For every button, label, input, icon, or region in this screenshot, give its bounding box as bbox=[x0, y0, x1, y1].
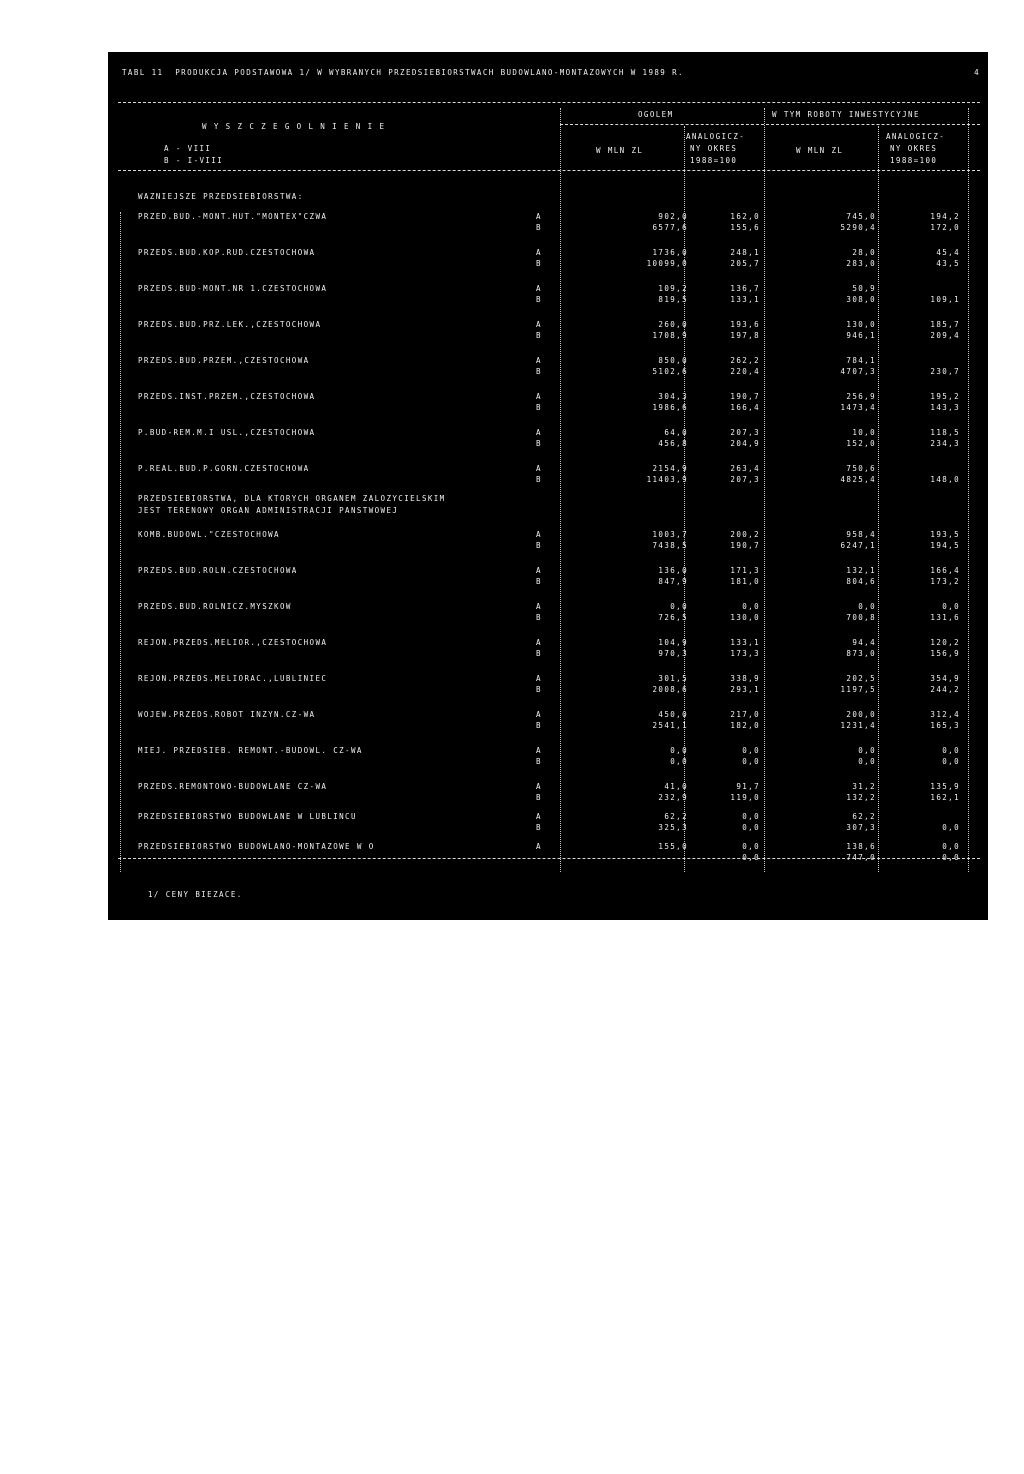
value-a-total-mln: 2154,9 bbox=[652, 464, 688, 473]
value-b-invest-index: 244,2 bbox=[930, 685, 960, 694]
value-a-invest-index: 120,2 bbox=[930, 638, 960, 647]
enterprise-name: PRZED.BUD.-MONT.HUT."MONTEX"CZWA bbox=[138, 212, 328, 221]
value-b-total-mln: 11403,9 bbox=[646, 475, 688, 484]
table-title: TABL 11 PRODUKCJA PODSTAWOWA 1/ W WYBRANYCH PRZEDSIEBIORSTWACH BUDOWLANO-MONTAZOWYCH W 1989 R. bbox=[122, 68, 684, 77]
row-label-b: B bbox=[536, 649, 542, 658]
row-label-a: A bbox=[536, 212, 542, 221]
row-label-a: A bbox=[536, 638, 542, 647]
value-b-invest-mln: 1231,4 bbox=[840, 721, 876, 730]
value-b-total-mln: 1986,6 bbox=[652, 403, 688, 412]
value-a-invest-mln: 28,0 bbox=[852, 248, 876, 257]
value-a-invest-index bbox=[880, 812, 960, 821]
value-b-total-index: 293,1 bbox=[730, 685, 760, 694]
value-a-total-index: 190,7 bbox=[730, 392, 760, 401]
value-b-total-mln: 819,5 bbox=[658, 295, 688, 304]
value-b-total-index: 133,1 bbox=[730, 295, 760, 304]
value-b-invest-index: 172,0 bbox=[930, 223, 960, 232]
value-a-invest-mln: 130,0 bbox=[846, 320, 876, 329]
table-row bbox=[108, 710, 988, 738]
value-a-total-index: 133,1 bbox=[730, 638, 760, 647]
value-a-total-index: 162,0 bbox=[730, 212, 760, 221]
enterprise-name: PRZEDS.BUD.ROLNICZ.MYSZKOW bbox=[138, 602, 292, 611]
enterprise-name: PRZEDSIEBIORSTWO BUDOWLANE W LUBLINCU bbox=[138, 812, 357, 821]
value-b-invest-mln: 6247,1 bbox=[840, 541, 876, 550]
value-a-total-mln: 0,0 bbox=[670, 602, 688, 611]
value-a-invest-index: 0,0 bbox=[942, 842, 960, 851]
value-b-total-mln: 232,9 bbox=[658, 793, 688, 802]
value-a-total-index: 248,1 bbox=[730, 248, 760, 257]
value-b-total-mln: 7438,5 bbox=[652, 541, 688, 550]
row-label-b: B bbox=[536, 475, 542, 484]
value-a-total-mln: 64,0 bbox=[664, 428, 688, 437]
table-row bbox=[108, 746, 988, 774]
value-a-total-index: 0,0 bbox=[742, 602, 760, 611]
enterprise-name: P.BUD-REM.M.I USL.,CZESTOCHOWA bbox=[138, 428, 316, 437]
value-b-total-mln: 10099,0 bbox=[646, 259, 688, 268]
value-b-total-mln: 970,3 bbox=[658, 649, 688, 658]
enterprise-name: PRZEDS.BUD.ROLN.CZESTOCHOWA bbox=[138, 566, 298, 575]
value-a-total-mln: 301,5 bbox=[658, 674, 688, 683]
header-bottom-rule bbox=[118, 170, 980, 171]
value-b-total-index: 0,0 bbox=[742, 853, 760, 862]
row-label-b: B bbox=[536, 823, 542, 832]
enterprise-name: WOJEW.PRZEDS.ROBOT INZYN.CZ-WA bbox=[138, 710, 316, 719]
table-row bbox=[108, 356, 988, 384]
value-b-total-index: 119,0 bbox=[730, 793, 760, 802]
value-b-total-index: 130,0 bbox=[730, 613, 760, 622]
value-b-total-mln: 5102,6 bbox=[652, 367, 688, 376]
row-label-b: B bbox=[536, 403, 542, 412]
table-row bbox=[108, 674, 988, 702]
value-b-invest-index: 43,5 bbox=[936, 259, 960, 268]
row-label-a: A bbox=[536, 320, 542, 329]
value-b-invest-index: 109,1 bbox=[930, 295, 960, 304]
value-b-invest-mln: 308,0 bbox=[846, 295, 876, 304]
value-b-invest-index: 0,0 bbox=[942, 757, 960, 766]
row-label-a: A bbox=[536, 782, 542, 791]
row-label-b: B bbox=[536, 577, 542, 586]
value-a-total-mln: 41,0 bbox=[664, 782, 688, 791]
table-row bbox=[108, 566, 988, 594]
enterprise-name: PRZEDS.REMONTOWO-BUDOWLANE CZ-WA bbox=[138, 782, 328, 791]
value-a-invest-mln: 31,2 bbox=[852, 782, 876, 791]
value-b-total-mln: 456,8 bbox=[658, 439, 688, 448]
value-a-invest-index: 195,2 bbox=[930, 392, 960, 401]
value-b-invest-mln: 4825,4 bbox=[840, 475, 876, 484]
col-header-total-analog-1: ANALOGICZ- bbox=[686, 132, 746, 141]
value-a-total-index: 0,0 bbox=[742, 746, 760, 755]
section-heading-founder-line-2: JEST TERENOWY ORGAN ADMINISTRACJI PANSTWOWEJ bbox=[138, 506, 399, 515]
table-row bbox=[108, 812, 988, 840]
value-a-invest-index: 166,4 bbox=[930, 566, 960, 575]
value-a-total-index: 136,7 bbox=[730, 284, 760, 293]
value-a-invest-mln: 202,5 bbox=[846, 674, 876, 683]
value-a-invest-index: 312,4 bbox=[930, 710, 960, 719]
value-a-total-mln: 155,0 bbox=[658, 842, 688, 851]
value-a-total-mln: 104,9 bbox=[658, 638, 688, 647]
value-b-total-index: 190,7 bbox=[730, 541, 760, 550]
value-b-invest-mln: 132,2 bbox=[846, 793, 876, 802]
col-header-invest-mln: W MLN ZL bbox=[796, 146, 844, 155]
table-row bbox=[108, 530, 988, 558]
value-a-total-index: 200,2 bbox=[730, 530, 760, 539]
value-a-total-index: 262,2 bbox=[730, 356, 760, 365]
row-label-a: A bbox=[536, 356, 542, 365]
value-b-total-index: 205,7 bbox=[730, 259, 760, 268]
table-row bbox=[108, 842, 988, 870]
value-a-total-mln: 62,2 bbox=[664, 812, 688, 821]
row-label-a: A bbox=[536, 746, 542, 755]
table-row bbox=[108, 602, 988, 630]
value-a-invest-mln: 138,6 bbox=[846, 842, 876, 851]
row-label-a: A bbox=[536, 674, 542, 683]
value-a-invest-index: 193,5 bbox=[930, 530, 960, 539]
value-a-invest-index bbox=[880, 356, 960, 365]
value-a-invest-mln: 0,0 bbox=[858, 746, 876, 755]
statistical-table-sheet bbox=[108, 52, 988, 920]
value-b-total-mln: 2541,1 bbox=[652, 721, 688, 730]
value-b-total-index: 204,9 bbox=[730, 439, 760, 448]
footnote: 1/ CENY BIEZACE. bbox=[148, 890, 243, 899]
header-top-rule bbox=[118, 102, 980, 103]
value-a-invest-mln: 200,0 bbox=[846, 710, 876, 719]
value-a-invest-mln: 784,1 bbox=[846, 356, 876, 365]
value-a-invest-index: 118,5 bbox=[930, 428, 960, 437]
row-label-b: B bbox=[536, 367, 542, 376]
value-a-total-mln: 850,0 bbox=[658, 356, 688, 365]
enterprise-name: MIEJ. PRZEDSIEB. REMONT.-BUDOWL. CZ-WA bbox=[138, 746, 363, 755]
value-b-invest-index: 143,3 bbox=[930, 403, 960, 412]
value-b-total-index: 173,3 bbox=[730, 649, 760, 658]
value-b-invest-index: 162,1 bbox=[930, 793, 960, 802]
enterprise-name: PRZEDSIEBIORSTWO BUDOWLANO-MONTAZOWE W O bbox=[138, 842, 375, 851]
page-number: 4 bbox=[974, 68, 980, 77]
col-header-invest-analog-2: NY OKRES bbox=[890, 144, 938, 153]
table-row bbox=[108, 638, 988, 666]
value-a-total-index: 0,0 bbox=[742, 812, 760, 821]
value-b-invest-mln: 873,0 bbox=[846, 649, 876, 658]
value-a-invest-index bbox=[880, 464, 960, 473]
value-a-invest-mln: 750,6 bbox=[846, 464, 876, 473]
value-a-total-mln: 304,3 bbox=[658, 392, 688, 401]
value-a-invest-index: 45,4 bbox=[936, 248, 960, 257]
value-a-invest-index: 0,0 bbox=[942, 602, 960, 611]
value-b-invest-index: 173,2 bbox=[930, 577, 960, 586]
enterprise-name: PRZEDS.BUD.PRZEM.,CZESTOCHOWA bbox=[138, 356, 310, 365]
value-a-total-mln: 136,0 bbox=[658, 566, 688, 575]
value-b-invest-mln: 283,0 bbox=[846, 259, 876, 268]
row-label-a: A bbox=[536, 812, 542, 821]
row-label-a: A bbox=[536, 428, 542, 437]
value-b-total-mln: 6577,6 bbox=[652, 223, 688, 232]
enterprise-name: PRZEDS.BUD.KOP.RUD.CZESTOCHOWA bbox=[138, 248, 316, 257]
row-label-a: A bbox=[536, 284, 542, 293]
enterprise-name: REJON.PRZEDS.MELIORAC.,LUBLINIEC bbox=[138, 674, 328, 683]
value-b-invest-index: 0,0 bbox=[942, 823, 960, 832]
value-a-total-mln: 450,0 bbox=[658, 710, 688, 719]
section-heading-founder-line-1: PRZEDSIEBIORSTWA, DLA KTORYCH ORGANEM ZALOZYCIELSKIM bbox=[138, 494, 446, 503]
value-a-invest-mln: 745,0 bbox=[846, 212, 876, 221]
value-b-invest-index: 148,0 bbox=[930, 475, 960, 484]
table-row bbox=[108, 464, 988, 492]
row-label-a: A bbox=[536, 392, 542, 401]
value-a-invest-mln: 94,4 bbox=[852, 638, 876, 647]
value-b-invest-index: 234,3 bbox=[930, 439, 960, 448]
row-label-b: B bbox=[536, 259, 542, 268]
value-b-invest-index: 131,6 bbox=[930, 613, 960, 622]
value-a-total-mln: 1736,0 bbox=[652, 248, 688, 257]
row-label-a: A bbox=[536, 248, 542, 257]
value-b-total-index: 166,4 bbox=[730, 403, 760, 412]
group-header-investment: W TYM ROBOTY INWESTYCYJNE bbox=[772, 110, 920, 119]
value-b-invest-index: 194,5 bbox=[930, 541, 960, 550]
value-a-total-index: 0,0 bbox=[742, 842, 760, 851]
table-row bbox=[108, 320, 988, 348]
row-label-b: B bbox=[536, 541, 542, 550]
value-a-total-mln: 109,2 bbox=[658, 284, 688, 293]
value-b-total-index: 155,6 bbox=[730, 223, 760, 232]
value-a-invest-index: 0,0 bbox=[942, 746, 960, 755]
row-label-b: B bbox=[536, 295, 542, 304]
enterprise-name: REJON.PRZEDS.MELIOR.,CZESTOCHOWA bbox=[138, 638, 328, 647]
value-b-invest-mln: 5290,4 bbox=[840, 223, 876, 232]
value-a-total-mln: 260,0 bbox=[658, 320, 688, 329]
value-b-invest-mln: 4707,3 bbox=[840, 367, 876, 376]
value-a-invest-mln: 132,1 bbox=[846, 566, 876, 575]
value-a-invest-index: 194,2 bbox=[930, 212, 960, 221]
table-row bbox=[108, 212, 988, 240]
enterprise-name: PRZEDS.BUD.PRZ.LEK.,CZESTOCHOWA bbox=[138, 320, 322, 329]
table-row bbox=[108, 392, 988, 420]
value-b-invest-mln: 700,8 bbox=[846, 613, 876, 622]
col-header-total-analog-3: 1988=100 bbox=[690, 156, 738, 165]
table-row bbox=[108, 782, 988, 810]
section-heading-main: WAZNIEJSZE PRZEDSIEBIORSTWA: bbox=[138, 192, 304, 201]
col-header-invest-analog-1: ANALOGICZ- bbox=[886, 132, 946, 141]
group-header-rule bbox=[560, 124, 980, 125]
enterprise-name: P.REAL.BUD.P.GORN.CZESTOCHOWA bbox=[138, 464, 310, 473]
value-a-invest-index bbox=[880, 284, 960, 293]
value-b-total-mln: 726,5 bbox=[658, 613, 688, 622]
value-a-invest-mln: 10,0 bbox=[852, 428, 876, 437]
row-label-b: B bbox=[536, 439, 542, 448]
value-b-total-mln: 0,0 bbox=[670, 757, 688, 766]
value-b-invest-mln: 946,1 bbox=[846, 331, 876, 340]
value-a-total-index: 338,9 bbox=[730, 674, 760, 683]
col-header-invest-analog-3: 1988=100 bbox=[890, 156, 938, 165]
value-b-total-index: 220,4 bbox=[730, 367, 760, 376]
value-b-total-index: 181,0 bbox=[730, 577, 760, 586]
value-a-invest-mln: 62,2 bbox=[852, 812, 876, 821]
col-header-total-analog-2: NY OKRES bbox=[690, 144, 738, 153]
value-a-total-mln: 1003,7 bbox=[652, 530, 688, 539]
value-b-invest-mln: 0,0 bbox=[858, 757, 876, 766]
table-row bbox=[108, 284, 988, 312]
row-label-a: A bbox=[536, 602, 542, 611]
table-row bbox=[108, 248, 988, 276]
row-label-b: B bbox=[536, 685, 542, 694]
value-a-invest-mln: 958,4 bbox=[846, 530, 876, 539]
value-b-total-index: 197,8 bbox=[730, 331, 760, 340]
value-a-total-index: 91,7 bbox=[736, 782, 760, 791]
value-b-total-mln: 847,9 bbox=[658, 577, 688, 586]
value-a-invest-index: 354,9 bbox=[930, 674, 960, 683]
value-b-total-index: 0,0 bbox=[742, 823, 760, 832]
value-b-invest-mln: 307,3 bbox=[846, 823, 876, 832]
row-label-a: A bbox=[536, 530, 542, 539]
table-row bbox=[108, 428, 988, 456]
value-a-total-index: 193,6 bbox=[730, 320, 760, 329]
value-b-total-mln: 1708,9 bbox=[652, 331, 688, 340]
value-a-total-index: 263,4 bbox=[730, 464, 760, 473]
value-a-total-index: 217,0 bbox=[730, 710, 760, 719]
row-label-a: A bbox=[536, 566, 542, 575]
group-header-total: OGOLEM bbox=[638, 110, 674, 119]
value-b-total-index: 0,0 bbox=[742, 757, 760, 766]
value-b-invest-mln: 804,6 bbox=[846, 577, 876, 586]
value-a-total-mln: 0,0 bbox=[670, 746, 688, 755]
row-label-b: B bbox=[536, 721, 542, 730]
row-label-b: B bbox=[536, 223, 542, 232]
row-label-b: B bbox=[536, 331, 542, 340]
value-b-invest-index: 156,9 bbox=[930, 649, 960, 658]
value-b-invest-index: 230,7 bbox=[930, 367, 960, 376]
value-a-invest-index: 185,7 bbox=[930, 320, 960, 329]
value-b-invest-mln: 1473,4 bbox=[840, 403, 876, 412]
row-label-a: A bbox=[536, 710, 542, 719]
value-a-invest-mln: 256,9 bbox=[846, 392, 876, 401]
value-b-invest-index: 165,3 bbox=[930, 721, 960, 730]
value-b-invest-index: 209,4 bbox=[930, 331, 960, 340]
value-b-invest-index: 0,0 bbox=[942, 853, 960, 862]
legend-b: B - I-VIII bbox=[164, 156, 224, 165]
col-header-total-mln: W MLN ZL bbox=[596, 146, 644, 155]
enterprise-name: KOMB.BUDOWL."CZESTOCHOWA bbox=[138, 530, 280, 539]
enterprise-name: PRZEDS.INST.PRZEM.,CZESTOCHOWA bbox=[138, 392, 316, 401]
value-a-total-index: 207,3 bbox=[730, 428, 760, 437]
value-b-total-mln: 2008,6 bbox=[652, 685, 688, 694]
row-label-b: B bbox=[536, 613, 542, 622]
value-a-invest-mln: 0,0 bbox=[858, 602, 876, 611]
value-b-total-index: 182,0 bbox=[730, 721, 760, 730]
value-b-invest-mln: 152,0 bbox=[846, 439, 876, 448]
value-a-invest-mln: 50,9 bbox=[852, 284, 876, 293]
value-a-invest-index: 135,9 bbox=[930, 782, 960, 791]
row-label-b: B bbox=[536, 793, 542, 802]
legend-a: A - VIII bbox=[164, 144, 212, 153]
value-b-invest-mln: 747,0 bbox=[846, 853, 876, 862]
value-a-total-index: 171,3 bbox=[730, 566, 760, 575]
value-b-invest-mln: 1197,5 bbox=[840, 685, 876, 694]
row-label-b: B bbox=[536, 757, 542, 766]
row-label-a: A bbox=[536, 842, 542, 851]
value-a-total-mln: 902,0 bbox=[658, 212, 688, 221]
stub-header: W Y S Z C Z E G O L N I E N I E bbox=[202, 122, 386, 131]
value-b-total-index: 207,3 bbox=[730, 475, 760, 484]
enterprise-name: PRZEDS.BUD-MONT.NR 1.CZESTOCHOWA bbox=[138, 284, 328, 293]
row-label-a: A bbox=[536, 464, 542, 473]
value-b-total-mln: 325,3 bbox=[658, 823, 688, 832]
